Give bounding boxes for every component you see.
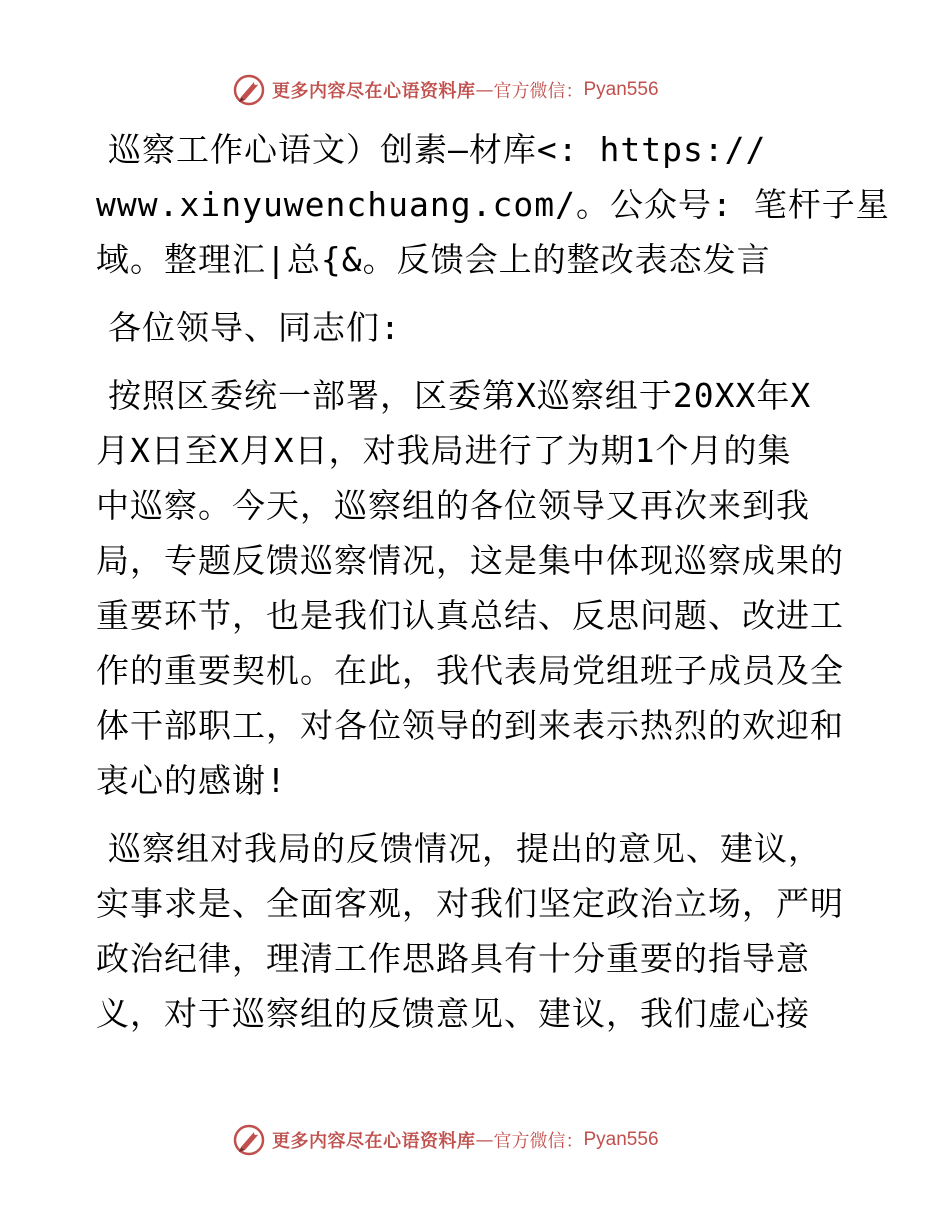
paragraph-line: 体干部职工，对各位领导的到来表示热烈的欢迎和 xyxy=(96,706,844,745)
header-wechat-id: Pyan556 xyxy=(583,79,659,100)
header-separator: — xyxy=(475,79,494,101)
paragraph-line: 巡察组对我局的反馈情况，提出的意见、建议， xyxy=(108,829,822,868)
paragraph-line: 实事求是、全面客观，对我们坚定政治立场，严明 xyxy=(96,884,844,923)
paragraph-line: 政治纪律，理清工作思路具有十分重要的指导意 xyxy=(96,939,810,978)
pen-logo-icon xyxy=(232,73,266,107)
paragraph-line: 月X日至X月X日，对我局进行了为期1个月的集 xyxy=(96,431,792,470)
paragraph-line: 重要环节，也是我们认真总结、反思问题、改进工 xyxy=(96,596,844,635)
greeting: 各位领导、同志们: xyxy=(108,308,401,347)
title-line: www.xinyuwenchuang.com/。公众号: 笔杆子星 xyxy=(96,185,890,224)
pen-logo-icon xyxy=(232,1123,266,1157)
footer-separator: — xyxy=(475,1129,494,1151)
header-banner xyxy=(232,70,712,110)
paragraph-line: 按照区委统一部署，区委第X巡察组于20XX年X xyxy=(108,376,812,415)
header-brand-text: 更多内容尽在心语资料库 xyxy=(272,81,476,102)
title-line: 域。整理汇|总{&。反馈会上的整改表态发言 xyxy=(96,240,771,279)
paragraph-line: 中巡察。今天，巡察组的各位领导又再次来到我 xyxy=(96,486,810,525)
footer-banner xyxy=(232,1120,712,1160)
paragraph-line: 作的重要契机。在此，我代表局党组班子成员及全 xyxy=(96,651,844,690)
header-wechat-label: 官方微信： xyxy=(493,81,584,102)
title-line: 巡察工作心语文）创素—材库<: https:// xyxy=(108,130,767,169)
footer-wechat-label: 官方微信： xyxy=(493,1131,584,1152)
footer-brand-text: 更多内容尽在心语资料库 xyxy=(272,1131,476,1152)
footer-wechat-id: Pyan556 xyxy=(583,1129,659,1150)
paragraph-line: 义，对于巡察组的反馈意见、建议，我们虚心接 xyxy=(96,994,810,1033)
document-body xyxy=(96,122,890,1041)
paragraph-line: 衷心的感谢! xyxy=(96,761,287,800)
paragraph-line: 局，专题反馈巡察情况，这是集中体现巡察成果的 xyxy=(96,541,844,580)
